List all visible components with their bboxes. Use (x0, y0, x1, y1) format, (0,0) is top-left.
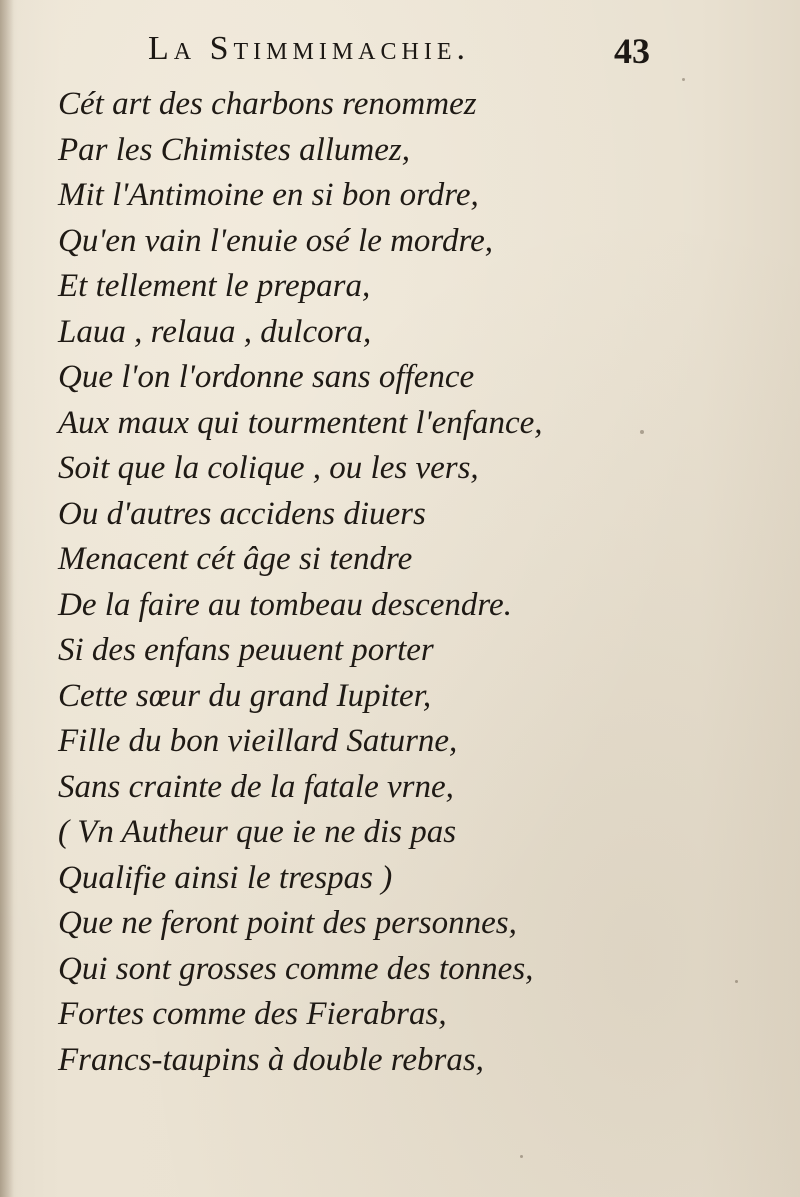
verse-line: Francs-taupins à double rebras, (58, 1041, 484, 1078)
verse-line: Si des enfans peuuent porter (58, 632, 434, 668)
verse-line: Sans crainte de la fatale vrne, (58, 768, 454, 805)
verse-line: Fortes comme des Fierabras, (58, 996, 447, 1032)
verse-line: Soit que la colique , ou les vers, (58, 450, 479, 486)
verse-line: Et tellement le prepara, (58, 268, 371, 304)
paper-speck (640, 430, 644, 434)
verse-line: Qualifie ainsi le trespas ) (58, 859, 393, 896)
verse-line: Aux maux qui tourmentent l'enfance, (58, 404, 543, 441)
paper-speck (682, 78, 685, 81)
verse-line: De la faire au tombeau descendre. (58, 586, 512, 623)
verse-line: ( Vn Autheur que ie ne dis pas (58, 814, 457, 850)
running-title: La Stimmimachie. (148, 30, 470, 67)
verse-line: Menacent cét âge si tendre (58, 541, 413, 577)
verse-line: Par les Chimistes allumez, (58, 131, 410, 168)
paper-speck (735, 980, 738, 983)
verse-block (58, 82, 758, 1083)
verse-line: Que ne feront point des personnes, (58, 905, 517, 941)
verse-line: Mit l'Antimoine en si bon ordre, (58, 177, 479, 213)
verse-line: Cét art des charbons renommez (58, 86, 477, 122)
verse-line: Qui sont grosses comme des tonnes, (58, 950, 534, 987)
verse-line: Laua , relaua , dulcora, (58, 313, 372, 350)
verse-line: Cette sœur du grand Iupiter, (58, 677, 432, 714)
verse-line: Qu'en vain l'enuie osé le mordre, (58, 222, 494, 259)
paper-speck (520, 1155, 523, 1158)
verse-line: Ou d'autres accidens diuers (58, 495, 426, 532)
verse-line: Fille du bon vieillard Saturne, (58, 723, 458, 759)
spine-shadow (0, 0, 14, 1197)
page-number: 43 (614, 31, 650, 71)
verse-line: Que l'on l'ordonne sans offence (58, 359, 475, 395)
